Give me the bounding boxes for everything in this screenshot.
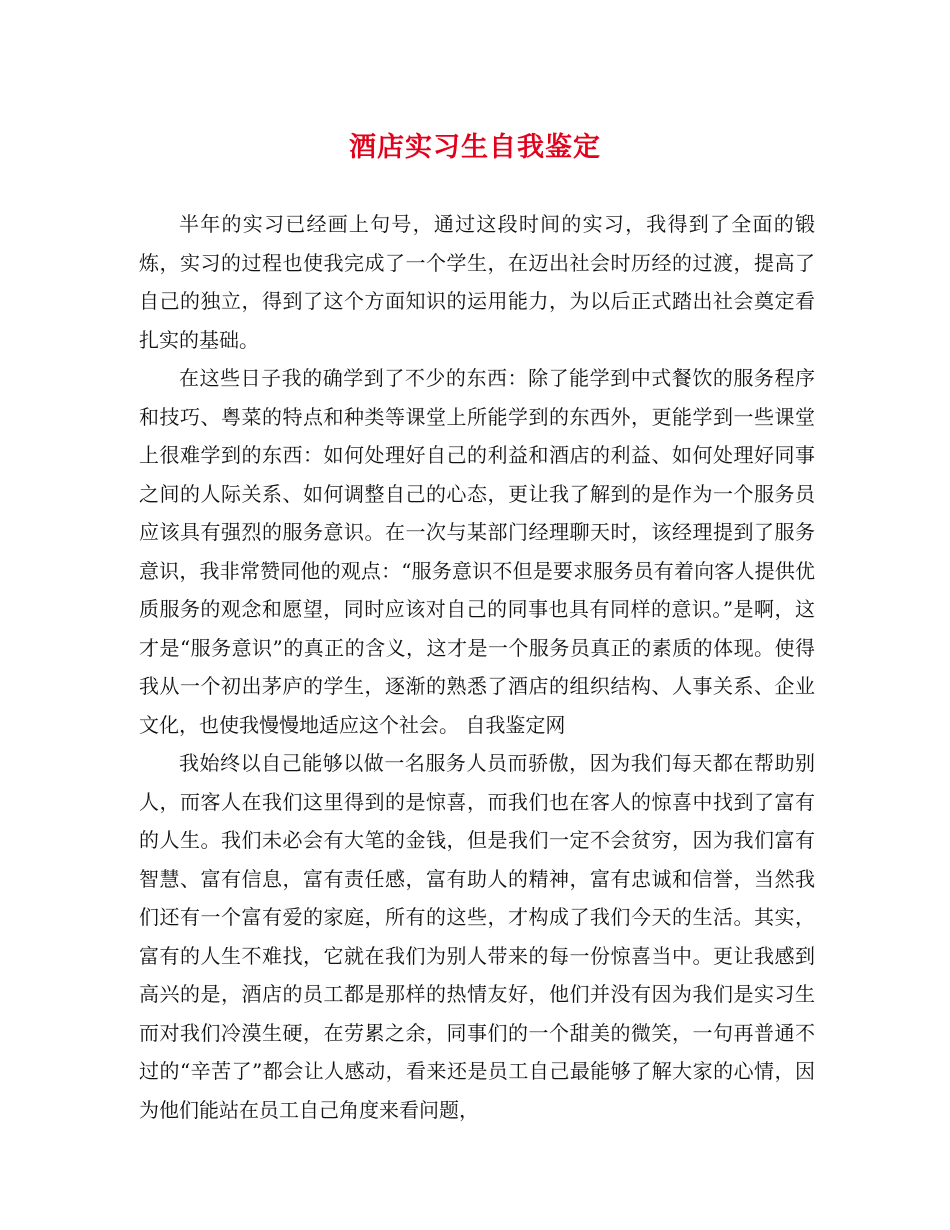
paragraph-2: 在这些日子我的确学到了不少的东西：除了能学到中式餐饮的服务程序和技巧、粤菜的特点和种类等课堂上所能学到的东西外，更能学到一些课堂上很难学到的东西：如何处理好自己的利益和酒店的利益、如何处理好同事之间的人际关系、如何调整自己的心态，更让我了解到的是作为一个服务员应该具有强烈的服务意识。在一次与某部门经理聊天时，该经理提到了服务意识，我非常赞同他的观点：“服务意识不但是要求服务员有着向客人提供优质服务的观念和愿望，同时应该对自己的同事也具有同样的意识。”是啊，这才是“服务意识”的真正的含义，这才是一个服务员真正的素质的体现。使得我从一个初出茅庐的学生，逐渐的熟悉了酒店的组织结构、人事关系、企业文化，也使我慢慢地适应这个社会。 自我鉴定网 [139,366,815,737]
paragraph-3: 我始终以自己能够以做一名服务人员而骄傲，因为我们每天都在帮助别人，而客人在我们这里得到的是惊喜，而我们也在客人的惊喜中找到了富有的人生。我们未必会有大笔的金钱，但是我们一定不会贫穷，因为我们富有智慧、富有信息，富有责任感，富有助人的精神，富有忠诚和信誉，当然我们还有一个富有爱的家庭，所有的这些，才构成了我们今天的生活。其实，富有的人生不难找，它就在我们为别人带来的每一份惊喜当中。更让我感到高兴的是，酒店的员工都是那样的热情友好，他们并没有因为我们是实习生而对我们冷漠生硬，在劳累之余，同事们的一个甜美的微笑，一句再普通不过的“辛苦了”都会让人感动，看来还是员工自己最能够了解大家的心情，因为他们能站在员工自己角度来看问题， [139,751,815,1122]
document-title: 酒店实习生自我鉴定 [349,132,601,163]
paragraph-1: 半年的实习已经画上句号，通过这段时间的实习，我得到了全面的锻炼，实习的过程也使我完成了一个学生，在迈出社会时历经的过渡，提高了自己的独立，得到了这个方面知识的运用能力，为以后正式踏出社会奠定看扎实的基础。 [139,212,815,352]
document-body [139,205,815,1129]
